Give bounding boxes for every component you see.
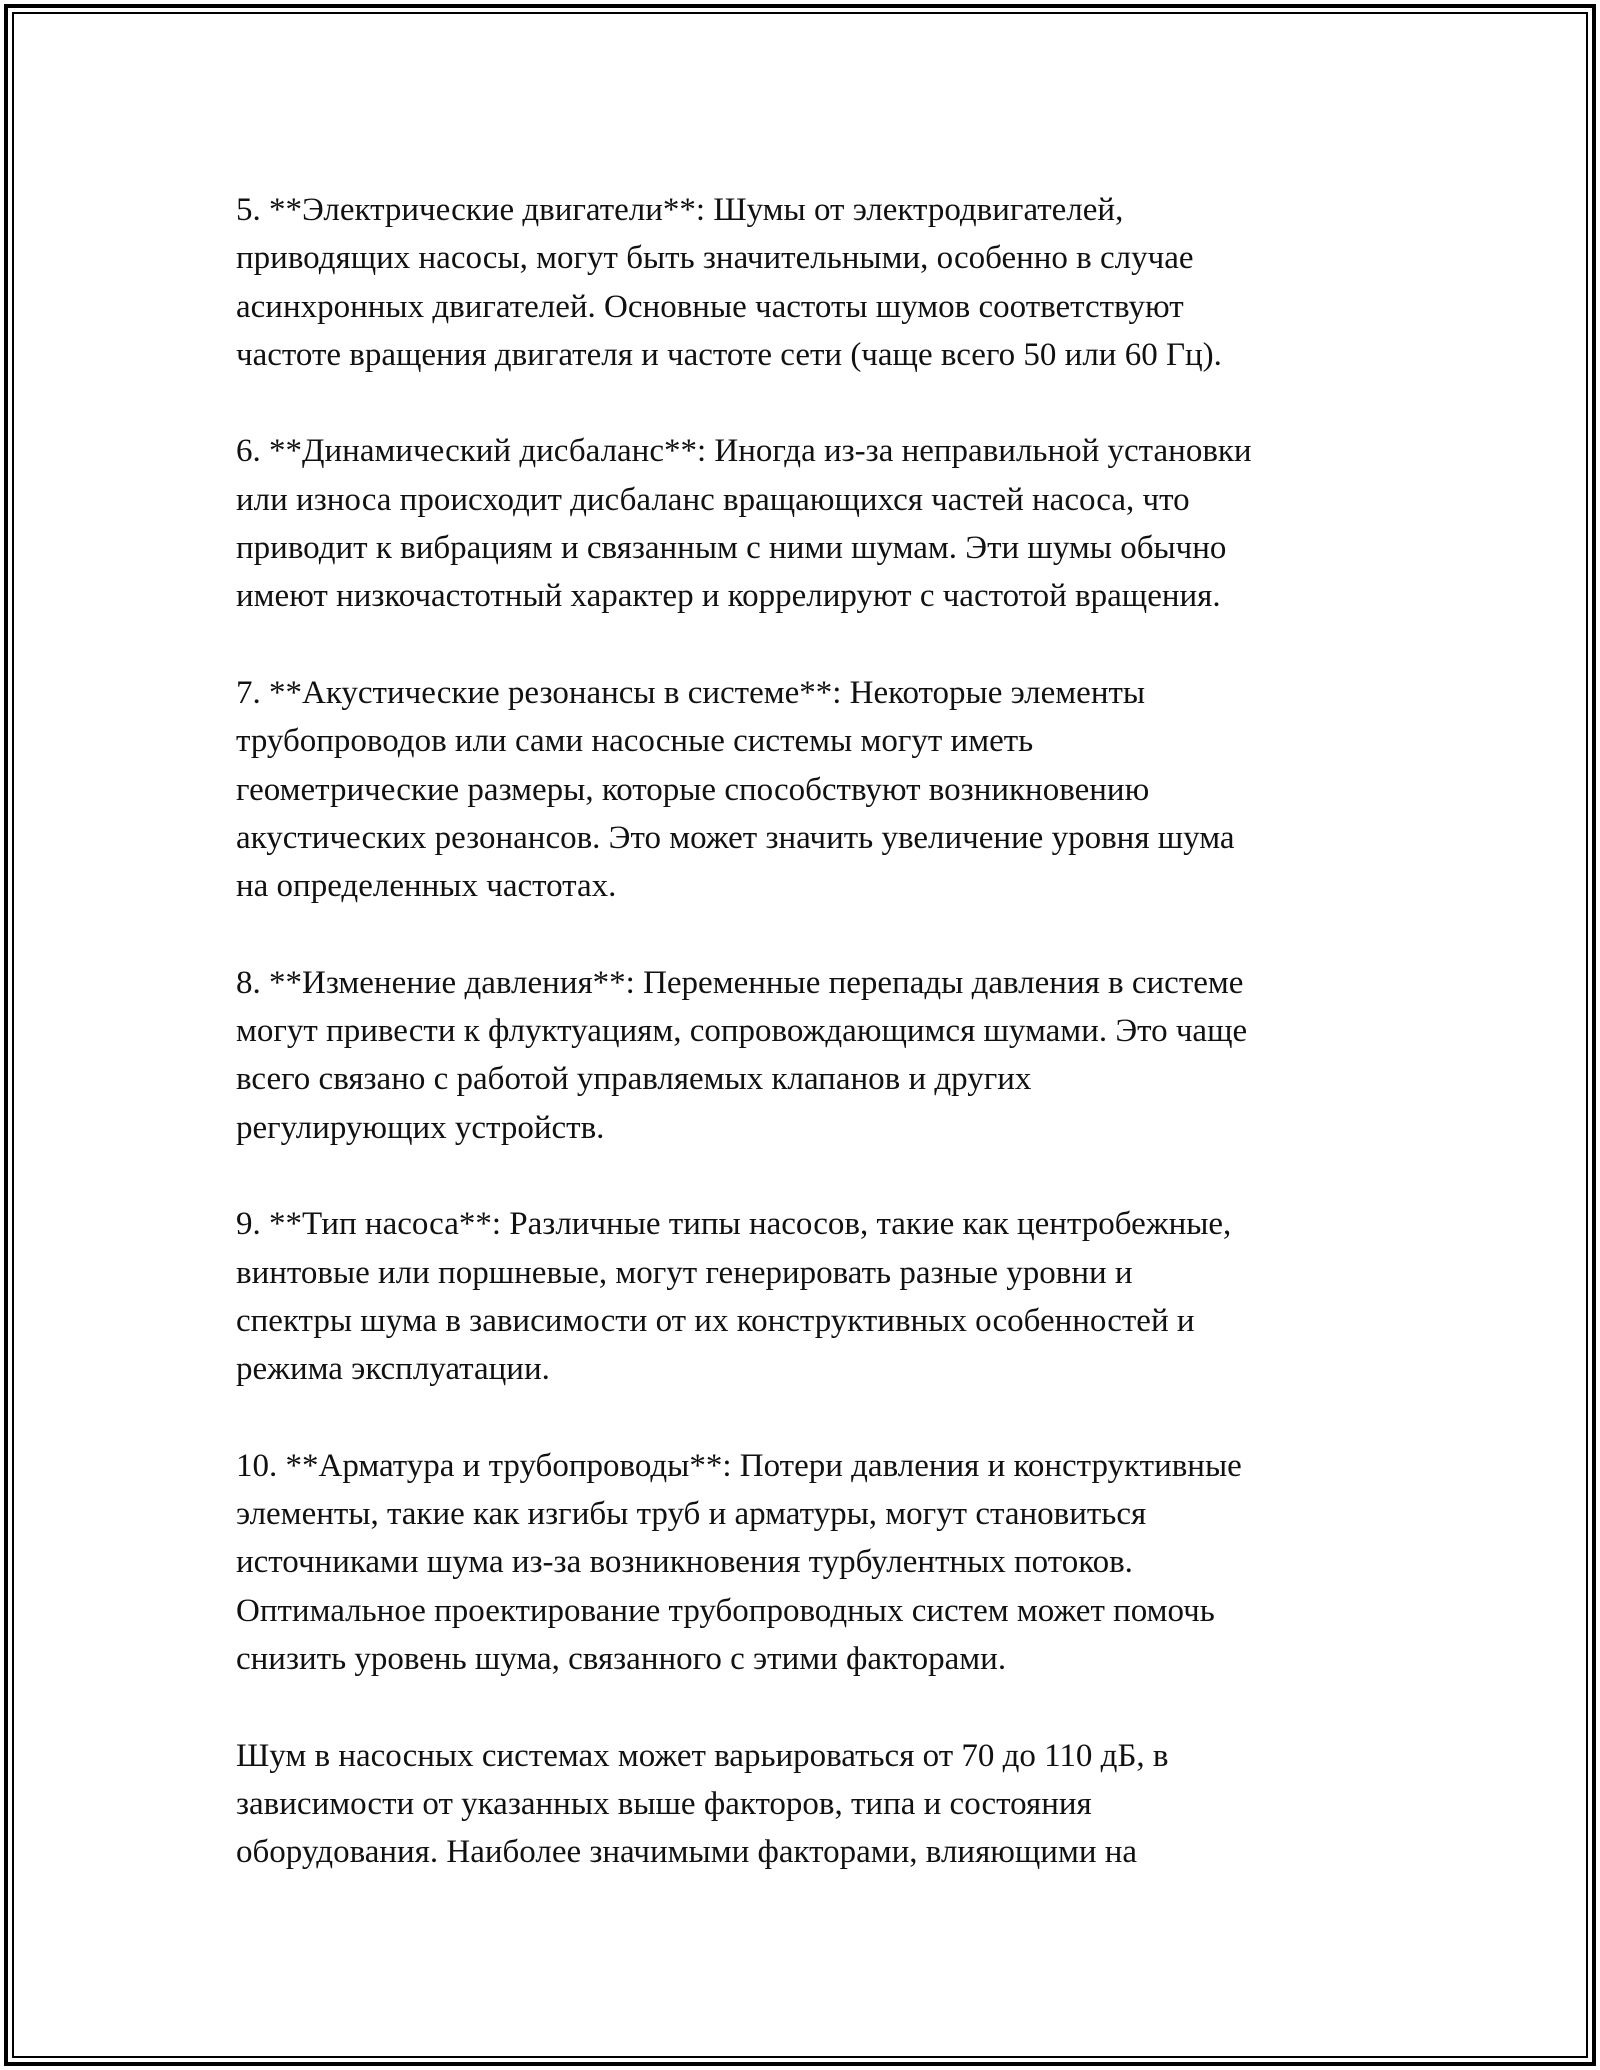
paragraph-noise-summary [236,1732,1386,1877]
text-line: акустических резонансов. Это может значить увеличение уровня шума [236,819,1235,856]
paragraph-fittings-pipelines [236,1442,1386,1683]
text-line: зависимости от указанных выше факторов, типа и состояния [236,1785,1092,1822]
text-line: 7. **Акустические резонансы в системе**: Некоторые элементы [236,674,1146,711]
text-line: снизить уровень шума, связанного с этими факторами. [236,1640,1007,1677]
text-line: приводит к вибрациям и связанным с ними шумам. Эти шумы обычно [236,530,1227,567]
text-line: 9. **Тип насоса**: Различные типы насосов, такие как центробежные, [236,1206,1232,1243]
text-line: могут привести к флуктуациям, сопровождающимся шумами. Это чаще [236,1013,1248,1050]
document-body [236,186,1386,1925]
text-line: источниками шума из-за возникновения турбулентных потоков. [236,1544,1133,1581]
text-line: приводящих насосы, могут быть значительными, особенно в случае [236,240,1194,277]
text-line: имеют низкочастотный характер и коррелируют с частотой вращения. [236,578,1221,615]
text-line: геометрические размеры, которые способствуют возникновению [236,771,1150,808]
text-line: оборудования. Наиболее значимыми факторами, влияющими на [236,1834,1138,1871]
text-line: 10. **Арматура и трубопроводы**: Потери давления и конструктивные [236,1447,1242,1484]
paragraph-electric-motors [236,186,1386,379]
text-line: винтовые или поршневые, могут генерировать разные уровни и [236,1254,1133,1291]
text-line: Оптимальное проектирование трубопроводных систем может помочь [236,1592,1215,1629]
text-line: всего связано с работой управляемых клапанов и других [236,1061,1032,1098]
text-line: регулирующих устройств. [236,1109,605,1146]
text-line: 8. **Изменение давления**: Переменные перепады давления в системе [236,964,1244,1001]
text-line: режима эксплуатации. [236,1351,550,1388]
text-line: спектры шума в зависимости от их конструктивных особенностей и [236,1302,1195,1339]
text-line: Шум в насосных системах может варьироваться от 70 до 110 дБ, в [236,1737,1169,1774]
paragraph-pressure-change [236,959,1386,1152]
text-line: частоте вращения двигателя и частоте сети (чаще всего 50 или 60 Гц). [236,336,1222,373]
text-line: элементы, такие как изгибы труб и арматуры, могут становиться [236,1496,1147,1533]
text-line: на определенных частотах. [236,868,617,905]
text-line: 6. **Динамический дисбаланс**: Иногда из-за неправильной установки [236,433,1252,470]
paragraph-dynamic-imbalance [236,427,1386,620]
text-line: или износа происходит дисбаланс вращающихся частей насоса, что [236,481,1190,518]
paragraph-pump-type [236,1200,1386,1393]
text-line: асинхронных двигателей. Основные частоты шумов соответствуют [236,288,1184,325]
text-line: трубопроводов или сами насосные системы могут иметь [236,723,1034,760]
paragraph-acoustic-resonances [236,669,1386,910]
text-line: 5. **Электрические двигатели**: Шумы от электродвигателей, [236,192,1124,228]
